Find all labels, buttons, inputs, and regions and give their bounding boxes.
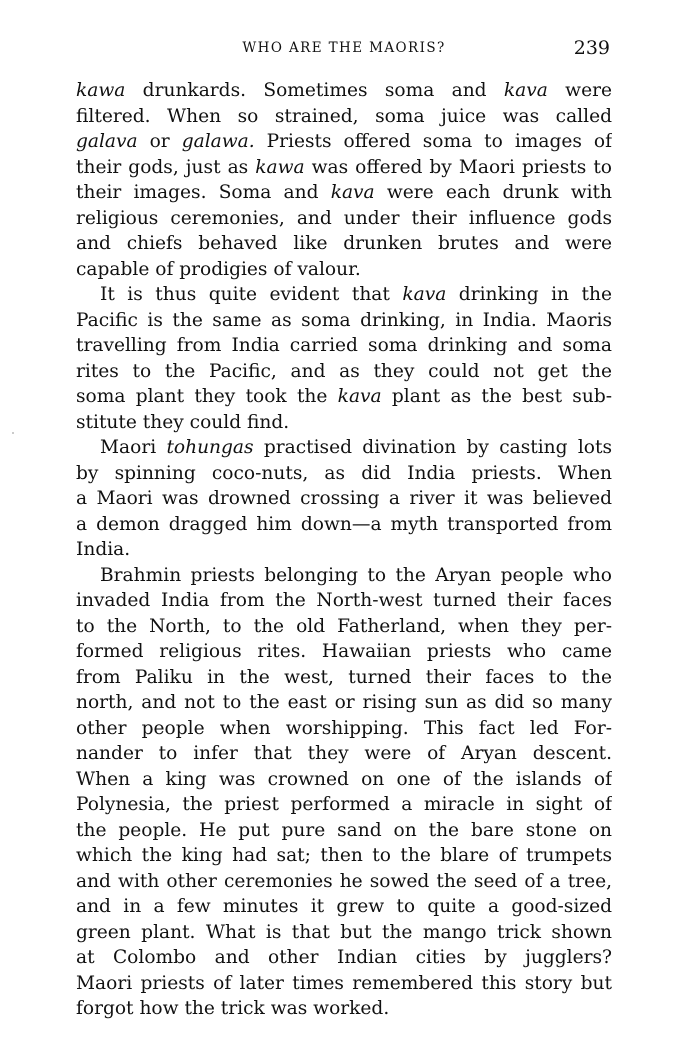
text-run: India. [76, 539, 131, 560]
text-line [76, 639, 612, 665]
text-run: capable of prodigies of valour. [76, 258, 361, 280]
text-run: practised divination by casting lots [253, 437, 612, 458]
text-run: their gods, just as [76, 156, 256, 178]
text-run: north, and not to the east or rising sun as did so many [76, 692, 612, 713]
text-run: a demon dragged him down—a myth transported from [76, 513, 612, 535]
text-line [76, 104, 612, 130]
text-run: Polynesia, the priest performed a miracle in sight of [76, 794, 612, 815]
running-head [76, 38, 612, 60]
text-line [76, 665, 612, 691]
text-run: Maori [100, 437, 167, 458]
italic-term: kava [330, 182, 375, 203]
text-line [76, 257, 612, 283]
text-line [76, 920, 612, 946]
text-run: Maori priests of later times remembered this story but [76, 972, 612, 994]
text-line [76, 180, 612, 206]
text-line [76, 843, 612, 869]
text-run: drinking in the [446, 284, 612, 305]
running-title: WHO ARE THE MAORIS? [242, 40, 446, 56]
text-run: stitute they could find. [76, 411, 290, 433]
text-run: and in a few minutes it grew to quite a good-sized [76, 896, 612, 917]
text-run: plant as the best sub- [381, 386, 612, 407]
text-line [76, 792, 612, 818]
italic-term: kava [402, 284, 447, 305]
text-run: a Maori was drowned crossing a river it was believed [76, 488, 612, 509]
text-run: was offered by Maori priests to [304, 156, 612, 178]
italic-term: kawa [255, 156, 305, 178]
text-line [76, 384, 612, 410]
italic-term: tohungas [166, 437, 254, 458]
text-line [76, 869, 612, 895]
text-line [76, 486, 612, 512]
text-line [76, 435, 612, 461]
text-line [76, 129, 612, 155]
text-line [76, 308, 612, 334]
text-run: were [547, 80, 612, 101]
text-run: formed religious rites. Hawaiian priests who came [76, 641, 612, 662]
text-run: the people. He put pure sand on the bare stone on [76, 819, 612, 841]
text-line [76, 996, 612, 1022]
text-line [76, 333, 612, 359]
text-run: religious ceremonies, and under their influence gods [76, 207, 612, 229]
text-run: rites to the Pacific, and as they could not get the [76, 360, 612, 382]
text-line [76, 512, 612, 538]
text-run: which the king had sat; then to the blare of trumpets [76, 845, 612, 866]
text-run: by spinning coco-nuts, as did India priests. When [76, 462, 612, 484]
text-run: It is thus quite evident that [100, 284, 403, 305]
text-line [76, 461, 612, 487]
text-run: invaded India from the North-west turned their faces [76, 590, 612, 611]
text-line [76, 716, 612, 742]
body-text [76, 78, 612, 1022]
text-line [76, 767, 612, 793]
text-run: from Paliku in the west, turned their faces to the [76, 666, 612, 688]
text-run: green plant. What is that but the mango trick shown [76, 921, 612, 943]
text-run: forgot how the trick was worked. [76, 998, 390, 1019]
text-line [76, 818, 612, 844]
text-run: filtered. When so strained, soma juice was called [76, 105, 612, 127]
text-line [76, 563, 612, 589]
text-run: and chiefs behaved like drunken brutes and were [76, 233, 612, 254]
page-number: 239 [573, 37, 610, 59]
text-line [76, 282, 612, 308]
text-line [76, 155, 612, 181]
text-line [76, 588, 612, 614]
text-line [76, 945, 612, 971]
text-line [76, 206, 612, 232]
text-run: and with other ceremonies he sowed the seed of a tree, [76, 870, 612, 892]
italic-term: galawa. [181, 131, 255, 152]
text-run: Priests offered soma to images of [254, 131, 612, 152]
text-line [76, 537, 612, 563]
text-line [76, 614, 612, 640]
italic-term: kava [503, 80, 548, 101]
text-run: Brahmin priests belonging to the Aryan people who [100, 564, 612, 586]
text-run: or [137, 131, 182, 152]
text-run: When a king was crowned on one of the islands of [76, 768, 612, 790]
text-run: drunkards. Sometimes soma and [125, 80, 504, 101]
italic-term: kava [337, 386, 382, 407]
text-line [76, 359, 612, 385]
text-run: their images. Soma and [76, 182, 331, 203]
text-run: at Colombo and other Indian cities by jugglers? [76, 947, 612, 968]
text-run: were each drunk with [374, 182, 612, 203]
text-line [76, 741, 612, 767]
text-run: nander to infer that they were of Aryan descent. [76, 743, 612, 764]
text-run: Pacific is the same as soma drinking, in India. Maoris [76, 309, 612, 331]
paper-speck [12, 432, 14, 434]
text-run: to the North, to the old Fatherland, when they per- [76, 615, 612, 637]
italic-term: galava [76, 131, 138, 152]
text-line [76, 971, 612, 997]
text-line [76, 690, 612, 716]
text-line [76, 78, 612, 104]
italic-term: kawa [76, 80, 126, 101]
text-run: other people when worshipping. This fact led For- [76, 717, 612, 739]
text-line [76, 410, 612, 436]
text-run: travelling from India carried soma drinking and soma [76, 335, 612, 356]
text-run: soma plant they took the [76, 386, 338, 407]
text-line [76, 894, 612, 920]
text-line [76, 231, 612, 257]
